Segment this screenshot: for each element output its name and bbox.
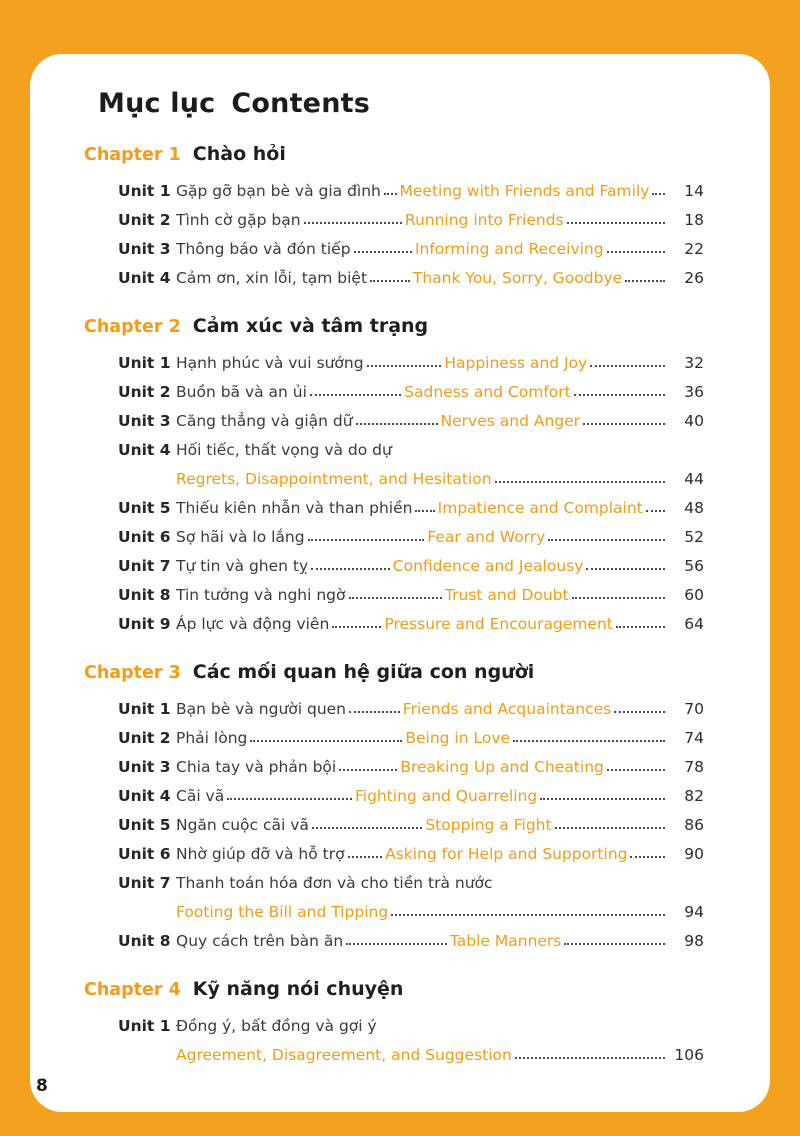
page-title xyxy=(98,88,704,119)
unit-title-english: Running into Friends xyxy=(404,211,564,229)
unit-label: Unit 9 xyxy=(118,615,171,633)
unit-page-number: 18 xyxy=(684,211,705,229)
dot-leader xyxy=(356,423,438,425)
unit-title-vietnamese: Cãi vã xyxy=(176,787,225,805)
toc-entry xyxy=(118,372,704,401)
dot-leader xyxy=(574,394,665,396)
chapter-label: Chapter 3 xyxy=(84,663,181,683)
chapter-section xyxy=(84,143,704,287)
chapter-section xyxy=(84,315,704,633)
dot-leader xyxy=(312,827,422,829)
unit-label: Unit 1 xyxy=(118,354,171,372)
unit-page-number: 74 xyxy=(684,729,705,747)
unit-page-number: 32 xyxy=(684,354,704,372)
unit-title-english: Sadness and Comfort xyxy=(404,383,571,401)
toc-entry xyxy=(118,171,704,200)
toc-entry xyxy=(118,776,704,805)
dot-leader xyxy=(349,597,442,599)
dot-leader xyxy=(540,798,665,800)
chapter-heading xyxy=(84,143,704,165)
unit-title-english: Being in Love xyxy=(405,729,511,747)
toc-entry xyxy=(118,575,704,604)
toc-entry xyxy=(118,921,704,950)
unit-title-english: Confidence and Jealousy xyxy=(392,557,584,575)
unit-title-vietnamese: Ngăn cuộc cãi vã xyxy=(176,816,309,834)
unit-title-vietnamese: Áp lực và động viên xyxy=(176,615,330,633)
dot-leader xyxy=(415,510,434,512)
toc-entry xyxy=(118,834,704,863)
unit-label: Unit 5 xyxy=(118,816,171,834)
toc-entry-continuation xyxy=(176,1035,704,1064)
unit-title-english: Happiness and Joy xyxy=(444,354,588,372)
unit-label: Unit 7 xyxy=(118,874,171,892)
unit-title-english: Trust and Doubt xyxy=(444,586,569,604)
unit-page-number: 40 xyxy=(684,412,705,430)
dot-leader xyxy=(590,365,665,367)
dot-leader xyxy=(370,280,410,282)
toc-entry xyxy=(118,604,704,633)
unit-label: Unit 5 xyxy=(118,499,171,517)
unit-label: Unit 3 xyxy=(118,240,171,258)
chapter-title: Chào hỏi xyxy=(192,143,286,165)
toc-entry xyxy=(118,718,704,747)
unit-page-number: 14 xyxy=(684,182,705,200)
unit-page-number: 94 xyxy=(684,903,704,921)
unit-title-english: Breaking Up and Cheating xyxy=(400,758,604,776)
dot-leader xyxy=(555,827,665,829)
toc-entry xyxy=(118,430,704,459)
chapter-label: Chapter 2 xyxy=(84,317,181,337)
unit-page-number: 36 xyxy=(684,383,704,401)
unit-title-vietnamese: Thanh toán hóa đơn và cho tiền trà nước xyxy=(176,874,493,892)
dot-leader xyxy=(607,251,665,253)
chapter-title: Kỹ năng nói chuyện xyxy=(192,978,404,1000)
unit-page-number: 60 xyxy=(684,586,704,604)
unit-page-number: 70 xyxy=(684,700,705,718)
dot-leader xyxy=(367,365,442,367)
unit-title-vietnamese: Buồn bã và an ủi xyxy=(176,383,307,401)
unit-title-vietnamese: Bạn bè và người quen xyxy=(176,700,347,718)
dot-leader xyxy=(572,597,665,599)
unit-title-english: Asking for Help and Supporting xyxy=(385,845,628,863)
unit-title-english: Informing and Receiving xyxy=(414,240,604,258)
unit-page-number: 26 xyxy=(684,269,704,287)
dot-leader xyxy=(607,769,665,771)
unit-label: Unit 4 xyxy=(118,787,171,805)
unit-title-vietnamese: Hạnh phúc và vui sướng xyxy=(176,354,364,372)
toc-entry xyxy=(118,689,704,718)
chapter-section xyxy=(84,661,704,950)
dot-leader xyxy=(495,481,665,483)
dot-leader xyxy=(227,798,352,800)
dot-leader xyxy=(250,740,402,742)
unit-title-english: Fighting and Quarreling xyxy=(354,787,538,805)
dot-leader xyxy=(616,626,665,628)
unit-page-number: 44 xyxy=(684,470,704,488)
unit-label: Unit 6 xyxy=(118,528,171,546)
dot-leader xyxy=(583,423,665,425)
dot-leader xyxy=(339,769,397,771)
folio-page-number: 8 xyxy=(36,1076,48,1096)
unit-title-vietnamese: Chia tay và phản bội xyxy=(176,758,337,776)
unit-label: Unit 1 xyxy=(118,1017,171,1035)
toc-entry-continuation xyxy=(176,892,704,921)
dot-leader xyxy=(646,510,665,512)
unit-page-number: 106 xyxy=(674,1046,704,1064)
dot-leader xyxy=(310,394,401,396)
unit-label: Unit 8 xyxy=(118,932,171,950)
unit-title-vietnamese: Thông báo và đón tiếp xyxy=(176,240,351,258)
unit-label: Unit 1 xyxy=(118,700,171,718)
toc-entry xyxy=(118,200,704,229)
page-title-english: Contents xyxy=(231,88,370,119)
chapter-section xyxy=(84,978,704,1064)
unit-title-vietnamese: Hối tiếc, thất vọng và do dự xyxy=(176,441,392,459)
dot-leader xyxy=(308,539,425,541)
toc-content xyxy=(30,54,770,1064)
unit-title-vietnamese: Thiếu kiên nhẫn và than phiền xyxy=(176,499,413,517)
unit-label: Unit 8 xyxy=(118,586,171,604)
unit-title-english: Footing the Bill and Tipping xyxy=(176,903,389,921)
toc-entry xyxy=(118,1006,704,1035)
unit-label: Unit 2 xyxy=(118,729,171,747)
unit-label: Unit 6 xyxy=(118,845,171,863)
unit-label: Unit 4 xyxy=(118,269,171,287)
unit-title-vietnamese: Quy cách trên bàn ăn xyxy=(176,932,344,950)
unit-title-english: Friends and Acquaintances xyxy=(402,700,612,718)
dot-leader xyxy=(548,539,665,541)
dot-leader xyxy=(391,914,665,916)
toc-entry-continuation xyxy=(176,459,704,488)
dot-leader xyxy=(304,222,402,224)
unit-page-number: 48 xyxy=(684,499,704,517)
chapter-heading xyxy=(84,661,704,683)
dot-leader xyxy=(384,193,397,195)
dot-leader xyxy=(354,251,412,253)
dot-leader xyxy=(567,222,665,224)
unit-page-number: 98 xyxy=(684,932,704,950)
chapter-heading xyxy=(84,315,704,337)
unit-label: Unit 4 xyxy=(118,441,171,459)
unit-page-number: 82 xyxy=(684,787,704,805)
dot-leader xyxy=(349,711,400,713)
toc-entry xyxy=(118,747,704,776)
unit-label: Unit 3 xyxy=(118,758,171,776)
toc-entry xyxy=(118,401,704,430)
unit-label: Unit 2 xyxy=(118,211,171,229)
toc xyxy=(84,143,704,1064)
chapter-title: Cảm xúc và tâm trạng xyxy=(192,315,429,337)
unit-title-english: Meeting with Friends and Family xyxy=(399,182,650,200)
unit-title-vietnamese: Căng thẳng và giận dữ xyxy=(176,412,353,430)
unit-title-english: Fear and Worry xyxy=(427,528,546,546)
unit-page-number: 90 xyxy=(684,845,704,863)
toc-entry xyxy=(118,488,704,517)
unit-label: Unit 3 xyxy=(118,412,171,430)
unit-title-english: Regrets, Disappointment, and Hesitation xyxy=(176,470,492,488)
toc-entry xyxy=(118,517,704,546)
toc-entry xyxy=(118,229,704,258)
unit-label: Unit 2 xyxy=(118,383,171,401)
dot-leader xyxy=(348,856,383,858)
unit-page-number: 86 xyxy=(684,816,704,834)
dot-leader xyxy=(332,626,381,628)
unit-page-number: 64 xyxy=(684,615,704,633)
page-title-vietnamese: Mục lục xyxy=(98,88,216,119)
dot-leader xyxy=(652,193,665,195)
dot-leader xyxy=(346,943,447,945)
dot-leader xyxy=(311,568,390,570)
unit-title-vietnamese: Sợ hãi và lo lắng xyxy=(176,528,305,546)
dot-leader xyxy=(630,856,665,858)
toc-entry xyxy=(118,863,704,892)
unit-title-vietnamese: Tình cờ gặp bạn xyxy=(176,211,301,229)
unit-page-number: 56 xyxy=(684,557,705,575)
dot-leader xyxy=(564,943,665,945)
unit-title-english: Nerves and Anger xyxy=(440,412,581,430)
toc-entry xyxy=(118,546,704,575)
unit-label: Unit 1 xyxy=(118,182,171,200)
unit-title-english: Pressure and Encouragement xyxy=(384,615,613,633)
unit-title-english: Table Manners xyxy=(449,932,562,950)
unit-title-english: Agreement, Disagreement, and Suggestion xyxy=(176,1046,512,1064)
toc-entry xyxy=(118,258,704,287)
dot-leader xyxy=(513,740,665,742)
unit-title-english: Thank You, Sorry, Goodbye xyxy=(412,269,623,287)
dot-leader xyxy=(614,711,665,713)
unit-page-number: 78 xyxy=(684,758,705,776)
dot-leader xyxy=(586,568,665,570)
unit-label: Unit 7 xyxy=(118,557,171,575)
unit-title-vietnamese: Gặp gỡ bạn bè và gia đình xyxy=(176,182,381,200)
chapter-label: Chapter 1 xyxy=(84,145,181,165)
toc-entry xyxy=(118,805,704,834)
unit-title-vietnamese: Cảm ơn, xin lỗi, tạm biệt xyxy=(176,269,368,287)
unit-title-vietnamese: Nhờ giúp đỡ và hỗ trợ xyxy=(176,845,345,863)
unit-title-vietnamese: Tự tin và ghen tỵ xyxy=(176,557,309,575)
unit-title-vietnamese: Phải lòng xyxy=(176,729,248,747)
chapter-heading xyxy=(84,978,704,1000)
toc-entry xyxy=(118,343,704,372)
dot-leader xyxy=(625,280,665,282)
unit-title-vietnamese: Đồng ý, bất đồng và gợi ý xyxy=(176,1017,377,1035)
unit-title-english: Stopping a Fight xyxy=(425,816,552,834)
chapter-label: Chapter 4 xyxy=(84,980,181,1000)
page-card xyxy=(30,54,770,1112)
unit-title-vietnamese: Tin tưởng và nghi ngờ xyxy=(176,586,346,604)
unit-title-english: Impatience and Complaint xyxy=(437,499,643,517)
unit-page-number: 52 xyxy=(684,528,705,546)
chapter-title: Các mối quan hệ giữa con người xyxy=(192,661,535,683)
dot-leader xyxy=(515,1057,665,1059)
unit-page-number: 22 xyxy=(684,240,704,258)
